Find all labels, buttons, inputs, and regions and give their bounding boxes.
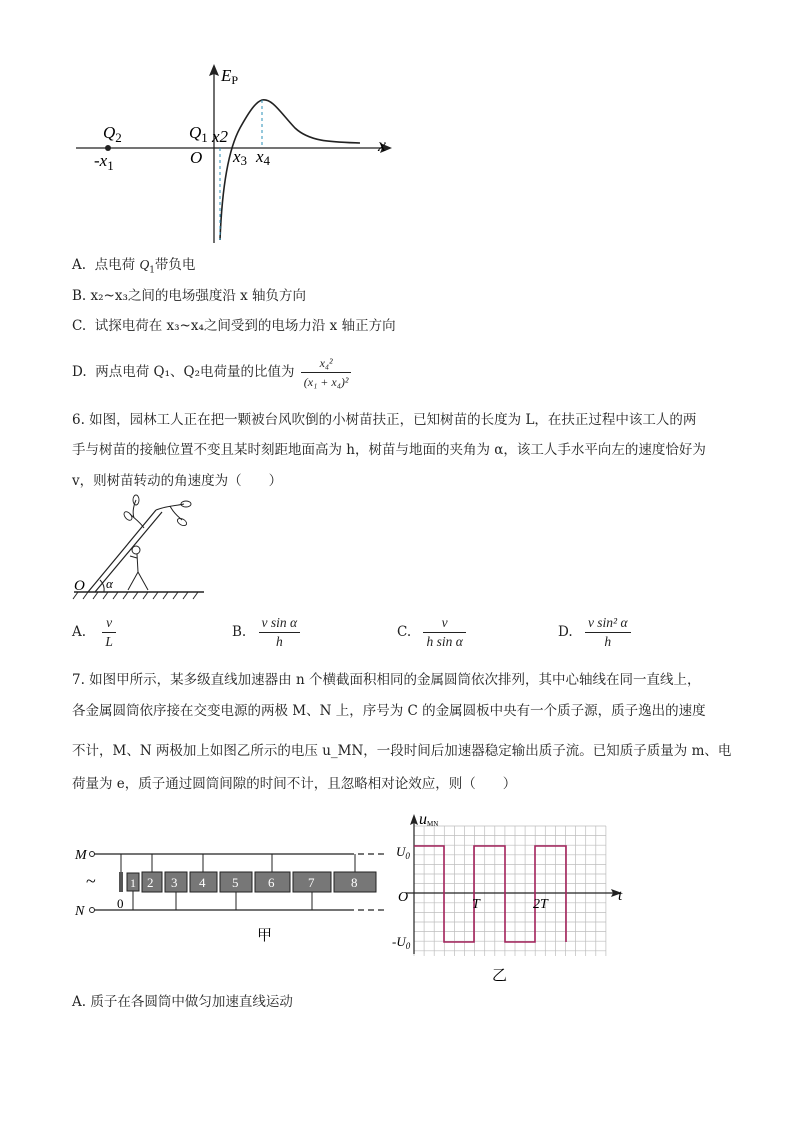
q2-label: $Q_2$ xyxy=(103,123,122,145)
option-text: 带负电 xyxy=(154,257,196,273)
math-symbol: Q xyxy=(139,257,150,272)
option-text: 点电荷 xyxy=(94,257,140,273)
option-letter: C. xyxy=(72,318,87,334)
origin-label: O xyxy=(398,890,409,905)
option-letter: A. xyxy=(72,257,87,273)
m-label: M xyxy=(75,848,87,863)
ep-axis-label: EP xyxy=(221,66,239,87)
worker-head xyxy=(132,546,140,554)
q6-option-a xyxy=(72,614,118,651)
voltage-waveform xyxy=(414,846,566,942)
q6-stem-line2: 手与树苗的接触位置不变且某时刻距地面高为 h，树苗与地面的夹角为 α，该工人手水平向左的速度恰好为 xyxy=(72,442,706,458)
tube-label: 2 xyxy=(147,875,154,890)
option-fraction: $\frac{v}{L}$ xyxy=(102,614,116,651)
plate-zero-label: 0 xyxy=(117,896,124,911)
q6-stem-line3: v，则树苗转动的角速度为（ ） xyxy=(72,473,283,489)
origin-label: O xyxy=(190,148,203,167)
x2-label: x2 xyxy=(212,127,229,146)
neg-x1-label: $-x_1$ xyxy=(94,151,114,173)
q7-stem-line2: 各金属圆筒依序接在交变电源的两极 M、N 上，序号为 C 的金属圆板中央有一个质子源，质子逸出的速度 xyxy=(72,703,706,719)
alpha-label: α xyxy=(106,576,113,591)
q5-option-d xyxy=(72,350,353,394)
q5-option-c xyxy=(72,316,396,336)
fraction-denominator: (x₁ + x₄)² xyxy=(303,375,349,389)
fig-jia-caption: 甲 xyxy=(257,928,273,944)
option-letter: D. xyxy=(558,624,573,640)
option-text: 试探电荷在 x₃~x₄之间受到的电场力沿 x 轴正方向 xyxy=(94,318,396,334)
option-text: 两点电荷 Q₁、Q₂电荷量的比值为 xyxy=(95,364,295,380)
tube-label: 3 xyxy=(171,875,178,890)
option-letter: B. xyxy=(232,624,247,640)
tube-label: 5 xyxy=(232,875,239,890)
q7-option-a: A. 质子在各圆筒中做匀加速直线运动 xyxy=(72,994,293,1010)
sapling-trunk xyxy=(88,510,156,592)
q6-option-d xyxy=(558,614,633,651)
x-axis-label: x xyxy=(378,135,386,155)
x3-label: x3 xyxy=(233,147,248,168)
option-fraction: $\frac{\text{v sin α}}{h}$ xyxy=(259,614,301,651)
option-fraction: $\frac{\text{v sin² α}}{h}$ xyxy=(585,614,631,651)
ratio-fraction xyxy=(301,354,352,391)
q5-option-b xyxy=(72,286,306,306)
option-text: B. x₂~x₃之间的电场强度沿 x 轴负方向 xyxy=(72,288,307,304)
math-subscript: 1 xyxy=(149,265,155,276)
t-axis-label: t xyxy=(618,888,623,904)
q6-option-c xyxy=(397,614,468,651)
n-label: N xyxy=(75,904,85,919)
fraction-numerator: x₄² xyxy=(301,354,352,373)
x4-label: x4 xyxy=(256,147,271,168)
fig-yi-caption: 乙 xyxy=(492,968,508,984)
q7-stem-line4: 荷量为 e，质子通过圆筒间隙的时间不计，且忽略相对论效应，则（ ） xyxy=(72,776,517,792)
tube-label: 8 xyxy=(351,875,358,890)
worker-body xyxy=(137,554,138,572)
ac-source-symbol: ~ xyxy=(86,871,96,891)
plate-0 xyxy=(119,872,123,892)
point-o-label: O xyxy=(74,578,85,594)
option-letter: C. xyxy=(397,624,412,640)
q6-stem-line1: 6. 如图，园林工人正在把一颗被台风吹倒的小树苗扶正，已知树苗的长度为 L，在扶正过程中该工人的两 xyxy=(72,412,697,428)
u-axis-label: uMN xyxy=(419,811,439,828)
period-t-label: T xyxy=(472,897,480,912)
neg-u0-label: $-U_0$ xyxy=(392,934,411,951)
q7-stem-line3: 不计，M、N 两极加上如图乙所示的电压 u_MN，一段时间后加速器稳定输出质子流。已知质子质量为 m、电 xyxy=(72,743,732,759)
period-2t-label: 2T xyxy=(533,897,548,912)
voltage-square-wave-graph xyxy=(392,804,632,984)
option-fraction: $\frac{v}{\text{h sin α}}$ xyxy=(423,614,465,651)
tree-sapling-figure xyxy=(70,494,210,604)
option-letter: D. xyxy=(72,364,87,380)
tube-label: 1 xyxy=(130,876,136,890)
u0-label: $U_0$ xyxy=(396,844,410,861)
accelerator-figure xyxy=(72,832,392,950)
q1-label: $Q_1$ xyxy=(189,123,208,145)
q7-stem-line1: 7. 如图甲所示，某多级直线加速器由 n 个横截面积相同的金属圆筒依次排列，其中心轴线在同一直线上， xyxy=(72,672,701,688)
ep-curve xyxy=(220,100,360,240)
q5-option-a xyxy=(72,255,195,281)
tube-label: 4 xyxy=(199,875,206,890)
tube-label: 6 xyxy=(268,875,275,890)
ep-x-graph xyxy=(70,58,400,248)
tube-label: 7 xyxy=(308,875,315,890)
q6-option-b xyxy=(232,614,302,651)
option-letter: A. xyxy=(72,624,87,640)
